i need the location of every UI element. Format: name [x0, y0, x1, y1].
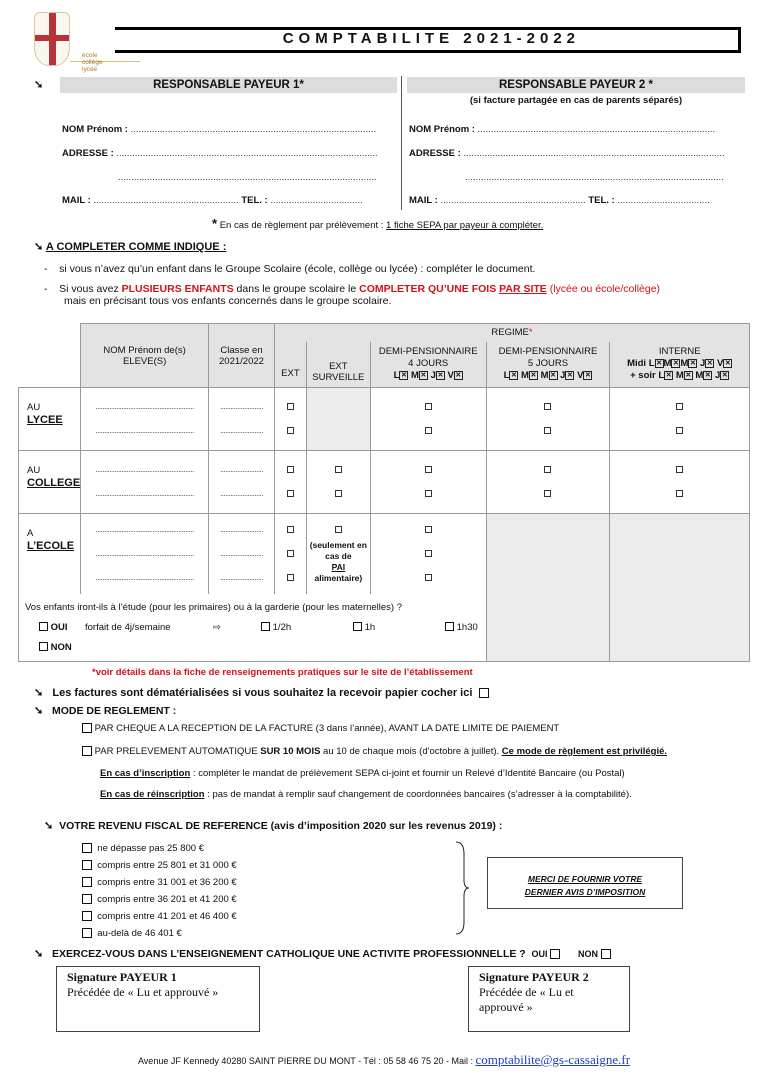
sepa-note: * En cas de règlement par prélèvement : 1 fiche SEPA par payeur à compléter.: [212, 216, 544, 231]
interne-soir-days: + soir L ✕ M ✕ M ✕ J ✕: [630, 370, 728, 382]
payeur2-subtitle: (si facture partagée en cas de parents séparés): [469, 95, 683, 106]
payeur2-adresse2-field[interactable]: ..................................................................................................: [465, 172, 724, 183]
arrow-icon: ➘: [44, 820, 54, 832]
col-classe-header: Classe en 2021/2022: [209, 324, 275, 388]
checkbox[interactable]: [287, 466, 294, 473]
site-label: A L’ECOLE: [19, 514, 81, 594]
factures-line: ➘ Les factures sont dématérialisées si vous souhaitez la recevoir papier cocher ici: [34, 686, 489, 699]
checkbox[interactable]: [676, 466, 683, 473]
etude-option-halfhour[interactable]: 1/2h: [261, 618, 291, 638]
school-logo: [30, 12, 120, 80]
checkbox[interactable]: [287, 526, 294, 533]
reglement-heading: ➘ MODE DE REGLEMENT :: [34, 705, 177, 717]
revenu-options: [82, 840, 237, 942]
divider: [401, 76, 402, 210]
payeur1-mail-field[interactable]: MAIL : ....................................................... TEL. : ...................................: [62, 195, 363, 206]
arrow-icon: ➘: [34, 241, 44, 253]
checkbox[interactable]: [287, 403, 294, 410]
activite-oui-checkbox[interactable]: [550, 949, 560, 959]
payeur1-nom-field[interactable]: NOM Prénom : .............................................................................................: [62, 124, 377, 135]
revenu-option[interactable]: compris entre 31 001 et 36 200 €: [82, 874, 237, 891]
checkbox[interactable]: [425, 403, 432, 410]
checkbox[interactable]: [425, 526, 432, 533]
checkbox[interactable]: [676, 403, 683, 410]
checkbox[interactable]: [287, 550, 294, 557]
col-dp4-header: DEMI-PENSIONNAIRE 4 JOURS L ✕ M ✕ J ✕ V ✕: [370, 342, 486, 388]
interne-midi-days: Midi L ✕ M ✕ M ✕ J ✕ V ✕: [627, 358, 731, 370]
payeur2-adresse-field[interactable]: ADRESSE : ...................................................................................................: [409, 148, 725, 159]
classe-cells[interactable]: ......................... ......................... .........................: [209, 514, 275, 594]
col-regime-header: REGIME*: [274, 324, 749, 342]
etude-option-1h[interactable]: 1h: [353, 618, 375, 638]
shield-icon: [34, 12, 70, 66]
checkbox[interactable]: [287, 574, 294, 581]
regime-table: [18, 323, 750, 662]
classe-cells[interactable]: ......................... .........................: [209, 388, 275, 451]
payeur1-adresse2-field[interactable]: ..................................................................................................: [118, 172, 377, 183]
activite-non-checkbox[interactable]: [601, 949, 611, 959]
etude-oui-option[interactable]: OUI: [39, 618, 68, 638]
etude-question: Vos enfants iront-ils à l’étude (pour les primaires) ou à la garderie (pour les maternelles) ?: [25, 601, 403, 613]
instructions-heading: ➘ A COMPLETER COMME INDIQUE :: [34, 241, 227, 253]
arrow-icon: ➘: [34, 705, 44, 717]
checkbox[interactable]: [425, 490, 432, 497]
table-row-lycee: [19, 388, 750, 451]
checkbox[interactable]: [676, 490, 683, 497]
instructions-list: [44, 263, 744, 315]
col-interne-header: INTERNE Midi L ✕ M ✕ M ✕ J ✕ V ✕ + soir L ✕ M ✕ M ✕ J ✕: [610, 342, 750, 388]
col-nom-header: NOM Prénom de(s) ELEVE(S): [81, 324, 209, 388]
revenu-option[interactable]: compris entre 25 801 et 31 000 €: [82, 857, 237, 874]
reglement-cheque-option[interactable]: PAR CHEQUE A LA RECEPTION DE LA FACTURE (3 dans l’année), AVANT LA DATE LIMITE DE PAIEMENT: [82, 723, 559, 734]
col-ext-surv-header: EXT SURVEILLE: [306, 342, 370, 388]
revenu-option[interactable]: au-delà de 46 401 €: [82, 925, 237, 942]
revenu-option[interactable]: ne dépasse pas 25 800 €: [82, 840, 237, 857]
logo-text: école collège lycée: [82, 52, 103, 73]
site-label: AU COLLEGE: [19, 451, 81, 514]
checkbox[interactable]: [287, 427, 294, 434]
eleve-name-cells[interactable]: ......................................................... ......................................................... .........................................................: [81, 514, 209, 594]
checkbox[interactable]: [335, 466, 342, 473]
facture-papier-checkbox[interactable]: [479, 688, 489, 698]
payeur1-adresse-field[interactable]: ADRESSE : ...................................................................................................: [62, 148, 378, 159]
checkbox[interactable]: [425, 466, 432, 473]
signature-box-payeur2[interactable]: Signature PAYEUR 2 Précédée de « Lu et approuvé »: [468, 966, 630, 1032]
checkbox[interactable]: [425, 550, 432, 557]
table-row-college: [19, 451, 750, 514]
checkbox[interactable]: [335, 526, 342, 533]
instruction-item: - si vous n’avez qu’un enfant dans le Groupe Scolaire (école, collège ou lycée) : compléter le document.: [44, 263, 536, 275]
checkbox[interactable]: [676, 427, 683, 434]
reinscription-note: En cas de réinscription : pas de mandat à remplir sauf changement de coordonnées bancaires (s’adresser à la comptabilité).: [100, 789, 632, 800]
payeur2-header: RESPONSABLE PAYEUR 2 *: [407, 77, 745, 93]
arrow-right-icon: ⇨: [213, 621, 221, 633]
footer: Avenue JF Kennedy 40280 SAINT PIERRE DU MONT - Tél : 05 58 46 75 20 - Mail : comptabilite@gs-cassaigne.fr: [137, 1052, 631, 1067]
checkbox[interactable]: [544, 466, 551, 473]
inscription-note: En cas d’inscription : compléter le mandat de prélèvement SEPA ci-joint et fournir un Relevé d’Identité Bancaire (ou Postal): [100, 768, 625, 779]
table-row-ecole: [19, 514, 750, 594]
activite-question: ➘ EXERCEZ-VOUS DANS L’ENSEIGNEMENT CATHOLIQUE UNE ACTIVITE PROFESSIONNELLE ? OUI NON: [34, 947, 611, 960]
revenu-option[interactable]: compris entre 36 201 et 41 200 €: [82, 891, 237, 908]
checkbox[interactable]: [544, 490, 551, 497]
reglement-prelevement-option[interactable]: PAR PRELEVEMENT AUTOMATIQUE SUR 10 MOIS au 10 de chaque mois (d'octobre à juillet). Ce mode de règlement est privilégié.: [82, 746, 667, 757]
site-label: AU LYCEE: [19, 388, 81, 451]
instruction-item: - Si vous avez PLUSIEURS ENFANTS dans le groupe scolaire le COMPLETER QU’UNE FOIS PAR SITE (lycée ou école/collège) mais en précisant tous vos enfants concernés dans le groupe scolaire.: [44, 283, 661, 307]
checkbox[interactable]: [425, 574, 432, 581]
payeur2-mail-field[interactable]: MAIL : ....................................................... TEL. : ...................................: [409, 195, 710, 206]
col-dp5-header: DEMI-PENSIONNAIRE 5 JOURS L ✕ M ✕ M ✕ J ✕ V ✕: [486, 342, 610, 388]
arrow-icon: ➘: [34, 948, 44, 960]
checkbox[interactable]: [335, 490, 342, 497]
revenu-option[interactable]: compris entre 41 201 et 46 400 €: [82, 908, 237, 925]
checkbox[interactable]: [544, 427, 551, 434]
brace-icon: [452, 840, 472, 936]
email-link[interactable]: comptabilite@gs-cassaigne.fr: [475, 1052, 631, 1067]
page-title: COMPTABILITE 2021-2022: [282, 30, 580, 47]
eleve-name-cells[interactable]: ......................................................... .........................................................: [81, 388, 209, 451]
payeur1-header: RESPONSABLE PAYEUR 1*: [60, 77, 397, 93]
revenu-heading: ➘ VOTRE REVENU FISCAL DE REFERENCE (avis d’imposition 2020 sur les revenus 2019) :: [44, 820, 503, 832]
sepa-link[interactable]: 1 fiche SEPA par payeur à compléter.: [386, 220, 544, 231]
arrow-icon: ➘: [34, 687, 44, 699]
checkbox[interactable]: [425, 427, 432, 434]
signature-box-payeur1[interactable]: Signature PAYEUR 1 Précédée de « Lu et approuvé »: [56, 966, 260, 1032]
table-footnote: *voir détails dans la fiche de renseignements pratiques sur le site de l’établissement: [92, 667, 473, 678]
etude-non-option[interactable]: NON: [25, 638, 486, 658]
col-ext-header: EXT: [274, 342, 306, 388]
payeur2-nom-field[interactable]: NOM Prénom : ..........................................................................................: [409, 124, 716, 135]
etude-option-1h30[interactable]: 1h30: [445, 618, 478, 638]
eleve-name-cells[interactable]: ......................................................... .........................................................: [81, 451, 209, 514]
arrow-icon: ➘: [34, 79, 44, 91]
checkbox[interactable]: [287, 490, 294, 497]
dp5-days: L ✕ M ✕ M ✕ J ✕ V ✕: [503, 370, 591, 382]
classe-cells[interactable]: ......................... .........................: [209, 451, 275, 514]
dp4-days: L ✕ M ✕ J ✕ V ✕: [393, 370, 462, 382]
merci-box: MERCI DE FOURNIR VOTRE DERNIER AVIS D’IMPOSITION: [487, 857, 683, 909]
checkbox[interactable]: [544, 403, 551, 410]
ext-surv-ecole-cell: (seulement en cas de PAI alimentaire): [306, 514, 370, 594]
etude-row: Vos enfants iront-ils à l’étude (pour les primaires) ou à la garderie (pour les maternelles) ? OUI forfait de 4j/semaine ⇨ 1/2h 1h 1h30 NON: [19, 594, 750, 662]
